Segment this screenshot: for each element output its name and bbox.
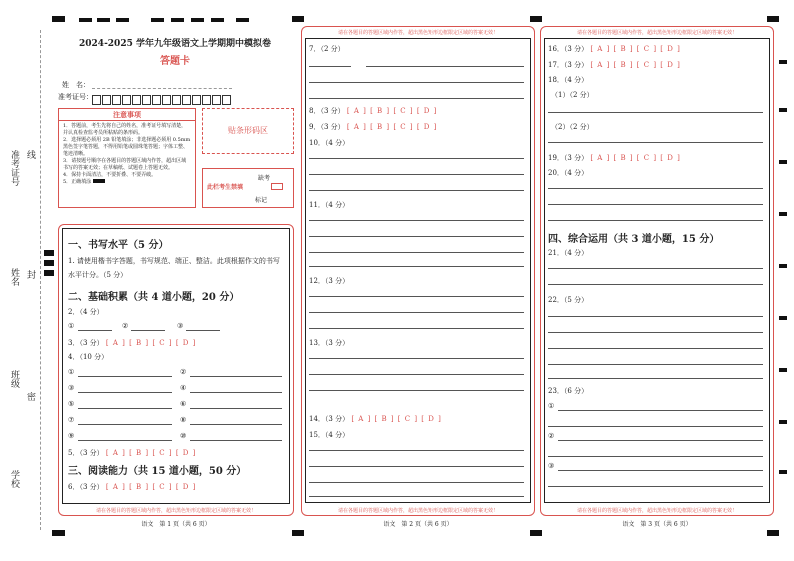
side-school-label: 学校 xyxy=(9,470,19,488)
alignment-mark xyxy=(292,530,304,536)
page-footer-2: 语文 第 2 页（共 6 页） xyxy=(383,521,453,528)
choice-options[interactable]: [ A ] [ B ] [ C ] [ D ] xyxy=(590,61,681,69)
answer-line[interactable] xyxy=(558,440,763,441)
absent-box xyxy=(202,168,294,208)
answer-line[interactable] xyxy=(186,330,220,331)
side-ticket-label: 准考证号 xyxy=(9,150,19,186)
question-14-label: 14．（3 分） xyxy=(309,415,350,423)
choice-options[interactable]: [ A ] [ B ] [ C ] [ D ] xyxy=(590,45,681,53)
answer-line[interactable] xyxy=(309,358,524,359)
answer-line[interactable] xyxy=(309,98,524,99)
alignment-mark xyxy=(292,16,304,22)
alignment-mark xyxy=(116,18,129,22)
section-1-instruction: 1. 请使用楷书字答题，书写规范、端正、整洁。此项根据作文的书写水平计分。（5 分） xyxy=(68,257,280,279)
answer-line[interactable] xyxy=(309,266,524,267)
blank-num: ⑥ xyxy=(180,400,187,408)
blank-num: ② xyxy=(180,368,187,376)
alignment-mark xyxy=(530,530,542,536)
answer-line[interactable] xyxy=(309,450,524,451)
ticket-label: 准考证号： xyxy=(58,93,93,101)
choice-options[interactable]: [ A ] [ B ] [ C ] [ D ] xyxy=(351,415,442,423)
answer-line[interactable] xyxy=(78,376,172,377)
answer-line[interactable] xyxy=(309,66,351,67)
answer-line[interactable] xyxy=(558,470,763,471)
answer-line[interactable] xyxy=(548,364,763,365)
answer-line[interactable] xyxy=(309,252,524,253)
answer-line[interactable] xyxy=(309,236,524,237)
notice-box xyxy=(58,108,196,208)
question-7: 7．（2 分） xyxy=(309,45,345,53)
section-2-heading: 二、基础积累（共 4 道小题，20 分） xyxy=(68,292,240,303)
blank-num: ① xyxy=(68,322,75,330)
answer-line[interactable] xyxy=(548,348,763,349)
answer-line[interactable] xyxy=(309,158,524,159)
question-5-label: 5．（3 分） xyxy=(68,449,104,457)
warning-text: 请在各题目的答题区域内作答，超出黑色矩形边框限定区域的答案无效！ xyxy=(576,30,737,36)
warning-text: 请在各题目的答题区域内作答，超出黑色矩形边框限定区域的答案无效！ xyxy=(337,30,498,36)
alignment-mark xyxy=(79,18,92,22)
alignment-mark xyxy=(236,18,249,22)
question-8-label: 8．（3 分） xyxy=(309,107,345,115)
question-13: 13．（3 分） xyxy=(309,339,350,347)
alignment-mark xyxy=(779,420,787,424)
question-12: 12．（3 分） xyxy=(309,277,350,285)
notice-title: 注意事项 xyxy=(59,109,195,121)
absent-forbidden-label: 此栏考生禁填 xyxy=(207,184,244,191)
answer-line[interactable] xyxy=(548,486,763,487)
alignment-mark xyxy=(779,160,787,164)
answer-line[interactable] xyxy=(548,316,763,317)
question-16-label: 16．（3 分） xyxy=(548,45,589,53)
question-18-part-1: （1）（2 分） xyxy=(551,91,594,99)
page-footer-3: 语文 第 3 页（共 6 页） xyxy=(622,521,692,528)
question-19 xyxy=(548,153,681,163)
answer-line[interactable] xyxy=(548,332,763,333)
question-21: 21．（4 分） xyxy=(548,249,589,257)
name-label: 姓 名： xyxy=(62,81,90,89)
answer-line[interactable] xyxy=(309,312,524,313)
blank-num: ① xyxy=(548,402,555,410)
notice-item: 2．选择题必须用 2B 铅笔填涂；非选择题必须用 0.5mm 黑色签字笔答题，不得用铅笔或圆珠笔答题；字体工整、笔迹清晰。 xyxy=(63,137,191,157)
blank-num: ⑧ xyxy=(180,416,187,424)
alignment-mark xyxy=(211,18,224,22)
blank-num: ⑤ xyxy=(68,400,75,408)
answer-line[interactable] xyxy=(548,142,763,143)
blank-num: ① xyxy=(68,368,75,376)
question-9-label: 9．（3 分） xyxy=(309,123,345,131)
section-1-heading: 一、书写水平（5 分） xyxy=(68,240,169,251)
answer-line[interactable] xyxy=(78,392,172,393)
blank-num: ⑨ xyxy=(68,432,75,440)
answer-line[interactable] xyxy=(78,424,172,425)
alignment-mark xyxy=(779,316,787,320)
question-19-label: 19．（3 分） xyxy=(548,154,589,162)
answer-line[interactable] xyxy=(548,204,763,205)
name-field[interactable] xyxy=(92,88,232,89)
alignment-mark xyxy=(767,16,779,22)
alignment-mark xyxy=(779,264,787,268)
choice-options[interactable]: [ A ] [ B ] [ C ] [ D ] xyxy=(346,123,438,131)
answer-line[interactable] xyxy=(190,408,282,409)
answer-line[interactable] xyxy=(548,284,763,285)
question-14 xyxy=(309,414,442,424)
ticket-number-boxes[interactable] xyxy=(92,90,232,109)
question-23: 23．（6 分） xyxy=(548,387,589,395)
answer-line[interactable] xyxy=(309,296,524,297)
alignment-mark xyxy=(779,60,787,64)
choice-options[interactable]: [ A ] [ B ] [ C ] [ D ] xyxy=(346,107,438,115)
absent-label: 缺考 xyxy=(258,175,271,182)
question-18-part-2: （2）（2 分） xyxy=(551,123,594,131)
alignment-mark xyxy=(767,530,779,536)
absent-mark-label: 标记 xyxy=(255,197,268,204)
choice-options[interactable]: [ A ] [ B ] [ C ] [ D ] xyxy=(590,154,681,162)
blank-num: ⑦ xyxy=(68,416,75,424)
answer-line[interactable] xyxy=(131,330,165,331)
warning-text: 请在各题目的答题区域内作答，超出黑色矩形边框限定区域的答案无效！ xyxy=(95,508,256,514)
answer-line[interactable] xyxy=(309,466,524,467)
alignment-mark xyxy=(151,18,164,22)
answer-line[interactable] xyxy=(309,482,524,483)
answer-line[interactable] xyxy=(190,440,282,441)
question-5 xyxy=(68,448,196,458)
question-17 xyxy=(548,60,681,70)
blank-num: ⑩ xyxy=(180,432,187,440)
binding-line xyxy=(40,30,41,530)
question-8 xyxy=(309,106,437,116)
question-3-label: 3．（3 分） xyxy=(68,339,104,347)
blank-num: ② xyxy=(548,432,555,440)
answer-line[interactable] xyxy=(548,426,763,427)
side-seal-label: 封 xyxy=(25,270,35,279)
alignment-mark xyxy=(52,16,65,22)
question-10: 10．（4 分） xyxy=(309,139,350,147)
alignment-mark xyxy=(530,16,542,22)
section-4-heading: 四、综合运用（共 3 道小题，15 分） xyxy=(548,234,720,245)
choice-options[interactable]: [ A ] [ B ] [ C ] [ D ] xyxy=(105,339,197,347)
question-4: 4．（10 分） xyxy=(68,353,109,361)
alignment-mark xyxy=(52,530,65,536)
alignment-mark xyxy=(97,18,110,22)
question-6-label: 6．（3 分） xyxy=(68,483,104,491)
question-2: 2．（4 分） xyxy=(68,308,104,316)
answer-line[interactable] xyxy=(190,424,282,425)
answer-frame-3 xyxy=(544,38,770,503)
alignment-mark xyxy=(779,470,787,474)
alignment-mark xyxy=(171,18,184,22)
side-dense-label: 密 xyxy=(25,392,35,401)
alignment-mark xyxy=(44,250,54,256)
choice-options[interactable]: [ A ] [ B ] [ C ] [ D ] xyxy=(105,449,197,457)
answer-line[interactable] xyxy=(309,390,524,391)
answer-line[interactable] xyxy=(309,82,524,83)
question-18: 18．（4 分） xyxy=(548,76,589,84)
answer-line[interactable] xyxy=(366,66,524,67)
blank-num: ④ xyxy=(180,384,187,392)
answer-line[interactable] xyxy=(190,376,282,377)
choice-options[interactable]: [ A ] [ B ] [ C ] [ D ] xyxy=(105,483,197,491)
notice-item: 3．请按题号顺序在各题目的答题区域内作答，超出区域书写的答案无效；在草稿纸、试题卷上答题无效。 xyxy=(63,158,187,171)
question-3 xyxy=(68,338,196,348)
answer-line[interactable] xyxy=(548,378,763,379)
answer-line[interactable] xyxy=(309,190,524,191)
answer-line[interactable] xyxy=(548,112,763,113)
alignment-mark xyxy=(779,368,787,372)
exam-title: 2024-2025 学年九年级语文上学期期中模拟卷 xyxy=(79,39,271,49)
blank-num: ② xyxy=(122,322,129,330)
alignment-mark xyxy=(191,18,204,22)
notice-item: 4．保持卡面清洁，不要折叠、不要弄破。 xyxy=(63,172,157,178)
answer-line[interactable] xyxy=(309,374,524,375)
notice-item: 5．正确填涂 xyxy=(63,179,92,185)
question-11: 11．（4 分） xyxy=(309,201,350,209)
answer-line[interactable] xyxy=(548,220,763,221)
question-20: 20．（4 分） xyxy=(548,169,589,177)
answer-line[interactable] xyxy=(309,328,524,329)
side-name-label: 姓名 xyxy=(9,268,19,286)
alignment-mark xyxy=(44,260,54,266)
absent-checkbox[interactable] xyxy=(271,183,283,190)
blank-num: ③ xyxy=(68,384,75,392)
fill-example-mark xyxy=(93,179,105,183)
question-9 xyxy=(309,122,437,132)
answer-line[interactable] xyxy=(548,456,763,457)
answer-line[interactable] xyxy=(309,496,524,497)
side-line-label: 线 xyxy=(25,150,35,159)
blank-num: ③ xyxy=(177,322,184,330)
answer-line[interactable] xyxy=(309,174,524,175)
answer-line[interactable] xyxy=(548,268,763,269)
notice-item: 1．答题前，考生先将自己的姓名，准考证号填写清楚，并认真检查监考员所粘贴的条形码。 xyxy=(63,123,187,136)
alignment-mark xyxy=(779,212,787,216)
question-17-label: 17．（3 分） xyxy=(548,61,589,69)
question-6 xyxy=(68,482,196,492)
answer-line[interactable] xyxy=(190,392,282,393)
blank-num: ③ xyxy=(548,462,555,470)
question-22: 22．（5 分） xyxy=(548,296,589,304)
alignment-mark xyxy=(779,108,787,112)
card-subtitle: 答题卡 xyxy=(160,56,190,67)
side-class-label: 班级 xyxy=(9,370,19,388)
answer-line[interactable] xyxy=(78,440,172,441)
section-3-heading: 三、阅读能力（共 15 道小题，50 分） xyxy=(68,466,247,477)
barcode-area: 贴条形码区 xyxy=(202,108,294,154)
question-15: 15．（4 分） xyxy=(309,431,350,439)
question-16 xyxy=(548,44,681,54)
answer-line[interactable] xyxy=(309,220,524,221)
warning-text: 请在各题目的答题区域内作答，超出黑色矩形边框限定区域的答案无效！ xyxy=(337,508,498,514)
answer-line[interactable] xyxy=(548,188,763,189)
alignment-mark xyxy=(44,270,54,276)
page-footer-1: 语文 第 1 页（共 6 页） xyxy=(141,521,211,528)
answer-line[interactable] xyxy=(558,410,763,411)
answer-line[interactable] xyxy=(78,330,112,331)
answer-line[interactable] xyxy=(78,408,172,409)
warning-text: 请在各题目的答题区域内作答，超出黑色矩形边框限定区域的答案无效！ xyxy=(576,508,737,514)
